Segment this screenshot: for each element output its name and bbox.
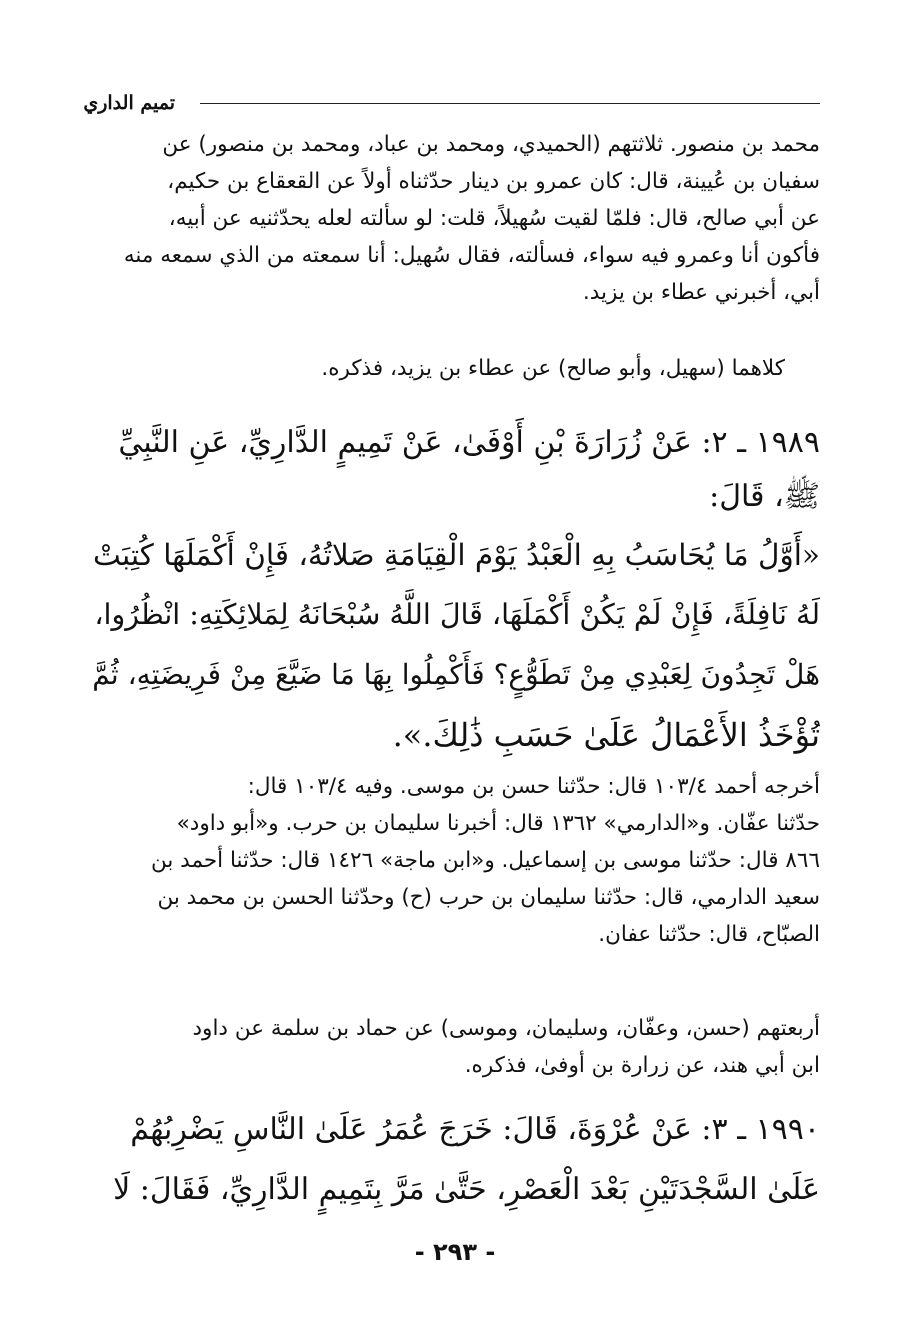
text-line: ابن أبي هند، عن زرارة بن أوفىٰ، فذكره. [464, 1053, 820, 1078]
text-line: «أَوَّلُ مَا يُحَاسَبُ بِهِ الْعَبْدُ يَوْمَ الْقِيَامَةِ صَلاتُهُ، فَإِنْ أَكْمَلَهَا كُتِبَتْ [93, 538, 820, 572]
text-line: ١٩٨٩ ـ ٢: عَنْ زُرَارَةَ بْنِ أَوْفَىٰ، عَنْ تَمِيمٍ الدَّارِيِّ، عَنِ النَّبِيِّ [118, 425, 820, 460]
text-line: كلاهما (سهيل، وأبو صالح) عن عطاء بن يزيد، فذكره. [321, 356, 785, 381]
page-number: - ٢٩٣ - [414, 1238, 496, 1266]
text-line: سعيد الدارمي، قال: حدّثنا سليمان بن حرب (ح) وحدّثنا الحسن بن محمد بن [157, 885, 820, 910]
header-rule [200, 103, 820, 104]
hadith-1989-heading [90, 413, 820, 521]
paragraph-isnad-1 [90, 126, 820, 311]
text-line: تُؤْخَذُ الأَعْمَالُ عَلَىٰ حَسَبِ ذَٰلِكَ.». [392, 716, 820, 754]
text-line: ٨٦٦ قال: حدّثنا موسى بن إسماعيل. و«ابن ماجة» ١٤٢٦ قال: حدّثنا أحمد بن [150, 848, 820, 873]
text-line: الصبّاح، قال: حدّثنا عفان. [598, 922, 820, 947]
paragraph-takhrij [90, 768, 820, 953]
text-line: لَهُ نَافِلَةً، فَإِنْ لَمْ يَكُنْ أَكْمَلَهَا، قَالَ اللَّهُ سُبْحَانَهُ لِمَلائِكَتِهِ: انْظُرُوا، [94, 598, 820, 631]
text-line: أخرجه أحمد ١٠٣/٤ قال: حدّثنا حسن بن موسى. وفيه ١٠٣/٤ قال: [247, 774, 820, 799]
text-line: أبي، أخبرني عطاء بن يزيد. [582, 280, 820, 305]
text-line: عن أبي صالح، قال: فلمّا لقيت سُهيلاً، قلت: لو سألته لعله يحدّثنيه عن أبيه، [168, 206, 820, 231]
text-line: فأكون أنا وعمرو فيه سواء، فسألته، فقال سُهيل: أنا سمعته من الذي سمعه منه [123, 243, 820, 268]
text-line: هَلْ تَجِدُونَ لِعَبْدِي مِنْ تَطَوُّعٍ؟ فَأَكْمِلُوا بِهَا مَا ضَيَّعَ مِنْ فَرِيضَتِهِ، ثُمَّ [92, 658, 820, 691]
text-line: سفيان بن عُيينة، قال: كان عمرو بن دينار حدّثناه أولاً عن القعقاع بن حكيم، [167, 169, 820, 194]
text-line: أربعتهم (حسن، وعفّان، وسليمان، وموسى) عن حماد بن سلمة عن داود [192, 1016, 820, 1041]
text-line: حدّثنا عفّان. و«الدارمي» ١٣٦٢ قال: أخبرنا سليمان بن حرب. و«أبو داود» [176, 811, 820, 836]
paragraph-summary-2 [120, 1010, 820, 1084]
text-line: عَلَىٰ السَّجْدَتَيْنِ بَعْدَ الْعَصْرِ، حَتَّىٰ مَرَّ بِتَمِيمٍ الدَّارِيِّ، فَقَالَ: لَا [113, 1172, 820, 1207]
text-line: محمد بن منصور. ثلاثتهم (الحميدي، ومحمد بن عباد، ومحمد بن منصور) عن [162, 132, 820, 157]
running-header-title: تميم الداري [83, 92, 175, 114]
paragraph-summary-1 [85, 350, 785, 387]
text-line: ١٩٩٠ ـ ٣: عَنْ عُرْوَةَ، قَالَ: خَرَجَ عُمَرُ عَلَىٰ النَّاسِ يَضْرِبُهُمْ [130, 1112, 820, 1147]
text-line: ﷺ، قَالَ: [709, 479, 820, 514]
hadith-1990-text [90, 1100, 820, 1220]
hadith-1989-text [90, 525, 820, 765]
